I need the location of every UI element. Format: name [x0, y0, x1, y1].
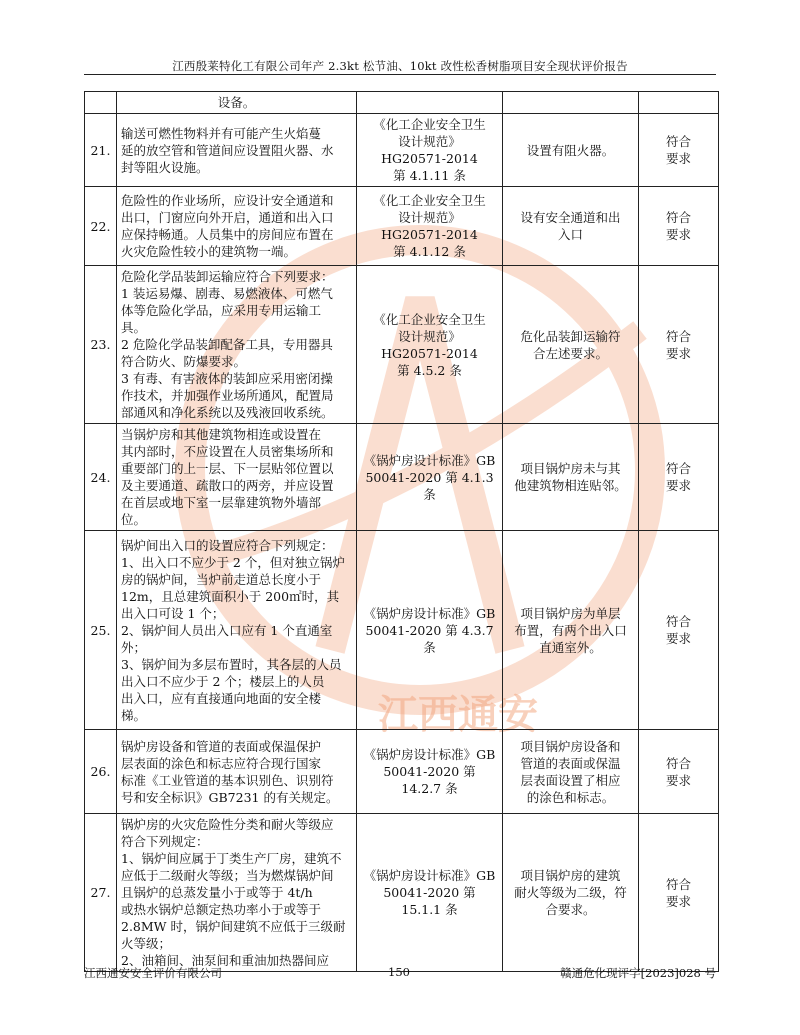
result-cell-line: 要求	[665, 772, 691, 788]
basis-cell	[357, 266, 503, 424]
page-header: 江西殷莱特化工有限公司年产 2.3kt 松节油、10kt 改性松香树脂项目安全现状评价报告	[172, 59, 628, 73]
footer-page-number: 150	[388, 965, 410, 979]
requirement-cell-line: 出入口不应少于 2 个；楼层上的人员	[121, 673, 325, 689]
basis-cell-line: 第 4.1.12 条	[393, 244, 466, 259]
basis-cell-line: 50041-2020 第 4.3.7	[365, 622, 494, 638]
requirement-cell-line: 危险化学品装卸运输应符合下列要求：	[121, 269, 334, 284]
item-number: 25.	[85, 531, 117, 730]
result-cell-line: 符合	[665, 614, 691, 629]
requirement-cell-line: 梯。	[121, 707, 147, 723]
table-row	[85, 187, 719, 266]
basis-cell-line: HG20571-2014	[381, 345, 478, 361]
requirement-cell-line: 延的放空管和管道间应设置阻火器、水	[121, 142, 334, 158]
requirement-cell-line: 火等级；	[121, 936, 172, 951]
basis-cell-line: 设计规范》	[398, 210, 461, 225]
status-cell-line: 项目锅炉房未与其	[520, 461, 621, 476]
footer-report-code: 赣通危化现评字[2023]028 号	[560, 966, 716, 980]
status-cell	[503, 531, 639, 730]
basis-cell	[357, 730, 503, 814]
status-cell-line: 设置有阻火器。	[526, 142, 615, 158]
result-cell	[639, 187, 719, 266]
basis-cell-line: 50041-2020 第 4.1.3	[365, 469, 494, 485]
requirement-cell-line: 或热水锅炉总额定热功率小于或等于	[121, 902, 322, 917]
requirement-cell-line: 体等危险化学品，应采用专用运输工	[121, 303, 322, 318]
result-cell	[639, 92, 719, 114]
requirement-cell	[117, 424, 357, 531]
requirement-cell-line: 具。	[121, 320, 147, 335]
table-row	[85, 266, 719, 424]
item-number: 21.	[85, 114, 117, 187]
result-cell	[639, 266, 719, 424]
basis-cell-line: 第 4.5.2 条	[397, 362, 462, 378]
requirement-cell-line: 标准《工业管道的基本识别色、识别符	[121, 772, 334, 788]
result-cell-line: 符合	[665, 755, 691, 771]
requirement-cell-line: 锅炉房的火灾危险性分类和耐火等级应	[121, 817, 334, 832]
requirement-cell-line: 在首层或地下室一层靠建筑物外墙部	[121, 495, 322, 510]
requirement-cell-line: 符合防火、防爆要求。	[121, 354, 247, 369]
requirement-cell-line: 2、油箱间、油泵间和重油加热器间应	[121, 953, 329, 968]
result-cell-line: 符合	[665, 328, 691, 344]
table-row	[85, 114, 719, 187]
requirement-cell-line: 锅炉间出入口的设置应符合下列规定：	[121, 537, 334, 553]
basis-cell-line: 设计规范》	[398, 134, 461, 149]
result-cell-line: 要求	[665, 893, 691, 909]
evaluation-table	[84, 91, 719, 972]
requirement-cell-line: 锅炉房设备和管道的表面或保温保护	[121, 738, 322, 754]
result-cell	[639, 814, 719, 972]
requirement-cell	[117, 730, 357, 814]
basis-cell-line: 《化工企业安全卫生	[373, 193, 486, 208]
requirement-cell-line: 及主要通道、疏散口的两旁，并应设置	[121, 478, 334, 493]
requirement-cell-line: 1 装运易爆、剧毒、易燃液体、可燃气	[121, 286, 333, 301]
basis-cell-line: 14.2.7 条	[401, 781, 458, 796]
status-cell-line: 设有安全通道和出	[520, 210, 621, 225]
status-cell-line: 布置，有两个出入口	[514, 622, 627, 638]
requirement-cell-line: 应保持畅通。人员集中的房间应布置在	[121, 227, 334, 242]
requirement-cell	[117, 187, 357, 266]
status-cell-line: 层表面设置了相应	[520, 772, 621, 788]
status-cell-line: 管道的表面或保温	[520, 755, 621, 771]
basis-cell-line: 条	[423, 639, 436, 655]
table-row	[85, 424, 719, 531]
result-cell-line: 要求	[665, 631, 691, 646]
item-number: 22.	[85, 187, 117, 266]
basis-cell-line: 50041-2020 第	[383, 885, 476, 900]
result-cell	[639, 424, 719, 531]
requirement-cell	[117, 92, 357, 114]
item-number: 27.	[85, 814, 117, 972]
table-row	[85, 730, 719, 814]
result-cell-line: 符合	[665, 134, 691, 149]
requirement-cell-line: 应低于二级耐火等级；当为燃煤锅炉间	[121, 868, 334, 883]
status-cell	[503, 730, 639, 814]
result-cell-line: 要求	[665, 227, 691, 242]
basis-cell-line: 50041-2020 第	[383, 764, 476, 779]
watermark-text: 江西通安	[378, 692, 538, 738]
table-row	[85, 531, 719, 730]
basis-cell-line: 第 4.1.11 条	[393, 168, 466, 183]
item-number: 23.	[85, 266, 117, 424]
requirement-cell-line: 重要部门的上一层、下一层贴邻位置以	[121, 461, 334, 476]
basis-cell-line: 《锅炉房设计标准》GB	[363, 868, 496, 883]
result-cell-line: 符合	[665, 461, 691, 476]
requirement-cell-line: 当锅炉房和其他建筑物相连或设置在	[121, 427, 322, 442]
basis-cell	[357, 114, 503, 187]
status-cell	[503, 92, 639, 114]
basis-cell-line: 15.1.1 条	[401, 902, 458, 917]
item-number	[85, 92, 117, 114]
requirement-cell-line: 2 危险化学品装卸配备工具，专用器具	[121, 337, 333, 352]
requirement-cell-line: 且锅炉的总蒸发量小于或等于 4t/h	[121, 885, 313, 900]
requirement-cell-line: 输送可燃性物料并有可能产生火焰蔓	[121, 125, 322, 141]
requirement-cell-line: 出口，门窗应向外开启，通道和出入口	[121, 210, 334, 225]
item-number: 26.	[85, 730, 117, 814]
requirement-cell-line: 3 有毒、有害液体的装卸应采用密闭操	[121, 371, 333, 386]
status-cell-line: 入口	[557, 227, 583, 242]
status-cell-line: 合要求。	[545, 902, 596, 917]
requirement-cell-line: 2.8MW 时，锅炉间建筑不应低于三级耐	[121, 919, 346, 934]
requirement-cell-line: 设备。	[217, 95, 256, 110]
requirement-cell-line: 出入口，应有直接通向地面的安全楼	[121, 690, 322, 706]
requirement-cell-line: 出入口可设 1 个；	[121, 605, 225, 621]
basis-cell-line: 《锅炉房设计标准》GB	[363, 452, 496, 468]
requirement-cell-line: 火灾危险性较小的建筑物一端。	[121, 244, 297, 259]
requirement-cell	[117, 814, 357, 972]
header-rule	[84, 74, 716, 75]
result-cell	[639, 531, 719, 730]
result-cell	[639, 730, 719, 814]
requirement-cell-line: 12m，且总建筑面积小于 200㎡时，其	[121, 588, 340, 604]
basis-cell	[357, 531, 503, 730]
requirement-cell-line: 1、锅炉间应属于丁类生产厂房，建筑不	[121, 851, 342, 866]
requirement-cell-line: 封等阻火设施。	[121, 159, 209, 175]
status-cell-line: 合左述要求。	[532, 345, 608, 361]
requirement-cell-line: 符合下列规定：	[121, 834, 209, 849]
status-cell-line: 耐火等级为二级，符	[514, 885, 627, 900]
requirement-cell-line: 房的锅炉间，当炉前走道总长度小于	[121, 571, 322, 587]
basis-cell-line: 设计规范》	[398, 328, 461, 344]
status-cell	[503, 187, 639, 266]
status-cell	[503, 424, 639, 531]
status-cell-line: 他建筑物相连贴邻。	[514, 478, 627, 493]
item-number: 24.	[85, 424, 117, 531]
status-cell-line: 危化品装卸运输符	[520, 328, 621, 344]
status-cell-line: 的涂色和标志。	[526, 789, 615, 805]
requirement-cell-line: 1、出入口不应少于 2 个，但对独立锅炉	[121, 554, 345, 570]
status-cell-line: 项目锅炉房为单层	[520, 605, 621, 621]
result-cell-line: 符合	[665, 210, 691, 225]
result-cell-line: 要求	[665, 478, 691, 493]
requirement-cell-line: 部通风和净化系统以及残液回收系统。	[121, 405, 334, 420]
table-row	[85, 92, 719, 114]
basis-cell	[357, 814, 503, 972]
basis-cell-line: HG20571-2014	[381, 227, 478, 242]
result-cell	[639, 114, 719, 187]
requirement-cell-line: 危险性的作业场所，应设计安全通道和	[121, 193, 334, 208]
status-cell	[503, 266, 639, 424]
requirement-cell-line: 位。	[121, 512, 147, 527]
status-cell	[503, 114, 639, 187]
result-cell-line: 要求	[665, 151, 691, 166]
result-cell-line: 要求	[665, 345, 691, 361]
status-cell-line: 直通室外。	[539, 639, 602, 655]
status-cell-line: 项目锅炉房设备和	[520, 738, 621, 754]
basis-cell	[357, 187, 503, 266]
requirement-cell	[117, 114, 357, 187]
requirement-cell	[117, 266, 357, 424]
requirement-cell-line: 3、锅炉间为多层布置时，其各层的人员	[121, 656, 342, 672]
basis-cell-line: 《锅炉房设计标准》GB	[363, 605, 496, 621]
requirement-cell-line: 其内部时，不应设置在人员密集场所和	[121, 444, 334, 459]
basis-cell	[357, 92, 503, 114]
requirement-cell-line: 2、锅炉间人员出入口应有 1 个直通室	[121, 622, 333, 638]
requirement-cell-line: 层表面的涂色和标志应符合现行国家	[121, 755, 322, 771]
table-row	[85, 814, 719, 972]
basis-cell-line: HG20571-2014	[381, 151, 478, 166]
requirement-cell-line: 作技术，并加强作业场所通风，配置局	[121, 388, 334, 403]
basis-cell-line: 《锅炉房设计标准》GB	[363, 747, 496, 762]
basis-cell	[357, 424, 503, 531]
footer-company: 江西通安安全评价有限公司	[84, 966, 222, 980]
requirement-cell	[117, 531, 357, 730]
status-cell-line: 项目锅炉房的建筑	[520, 868, 621, 883]
basis-cell-line: 《化工企业安全卫生	[373, 117, 486, 132]
requirement-cell-line: 号和安全标识》GB7231 的有关规定。	[121, 789, 339, 805]
status-cell	[503, 814, 639, 972]
basis-cell-line: 《化工企业安全卫生	[373, 311, 486, 327]
basis-cell-line: 条	[423, 486, 436, 502]
result-cell-line: 符合	[665, 876, 691, 892]
requirement-cell-line: 外；	[121, 639, 147, 655]
